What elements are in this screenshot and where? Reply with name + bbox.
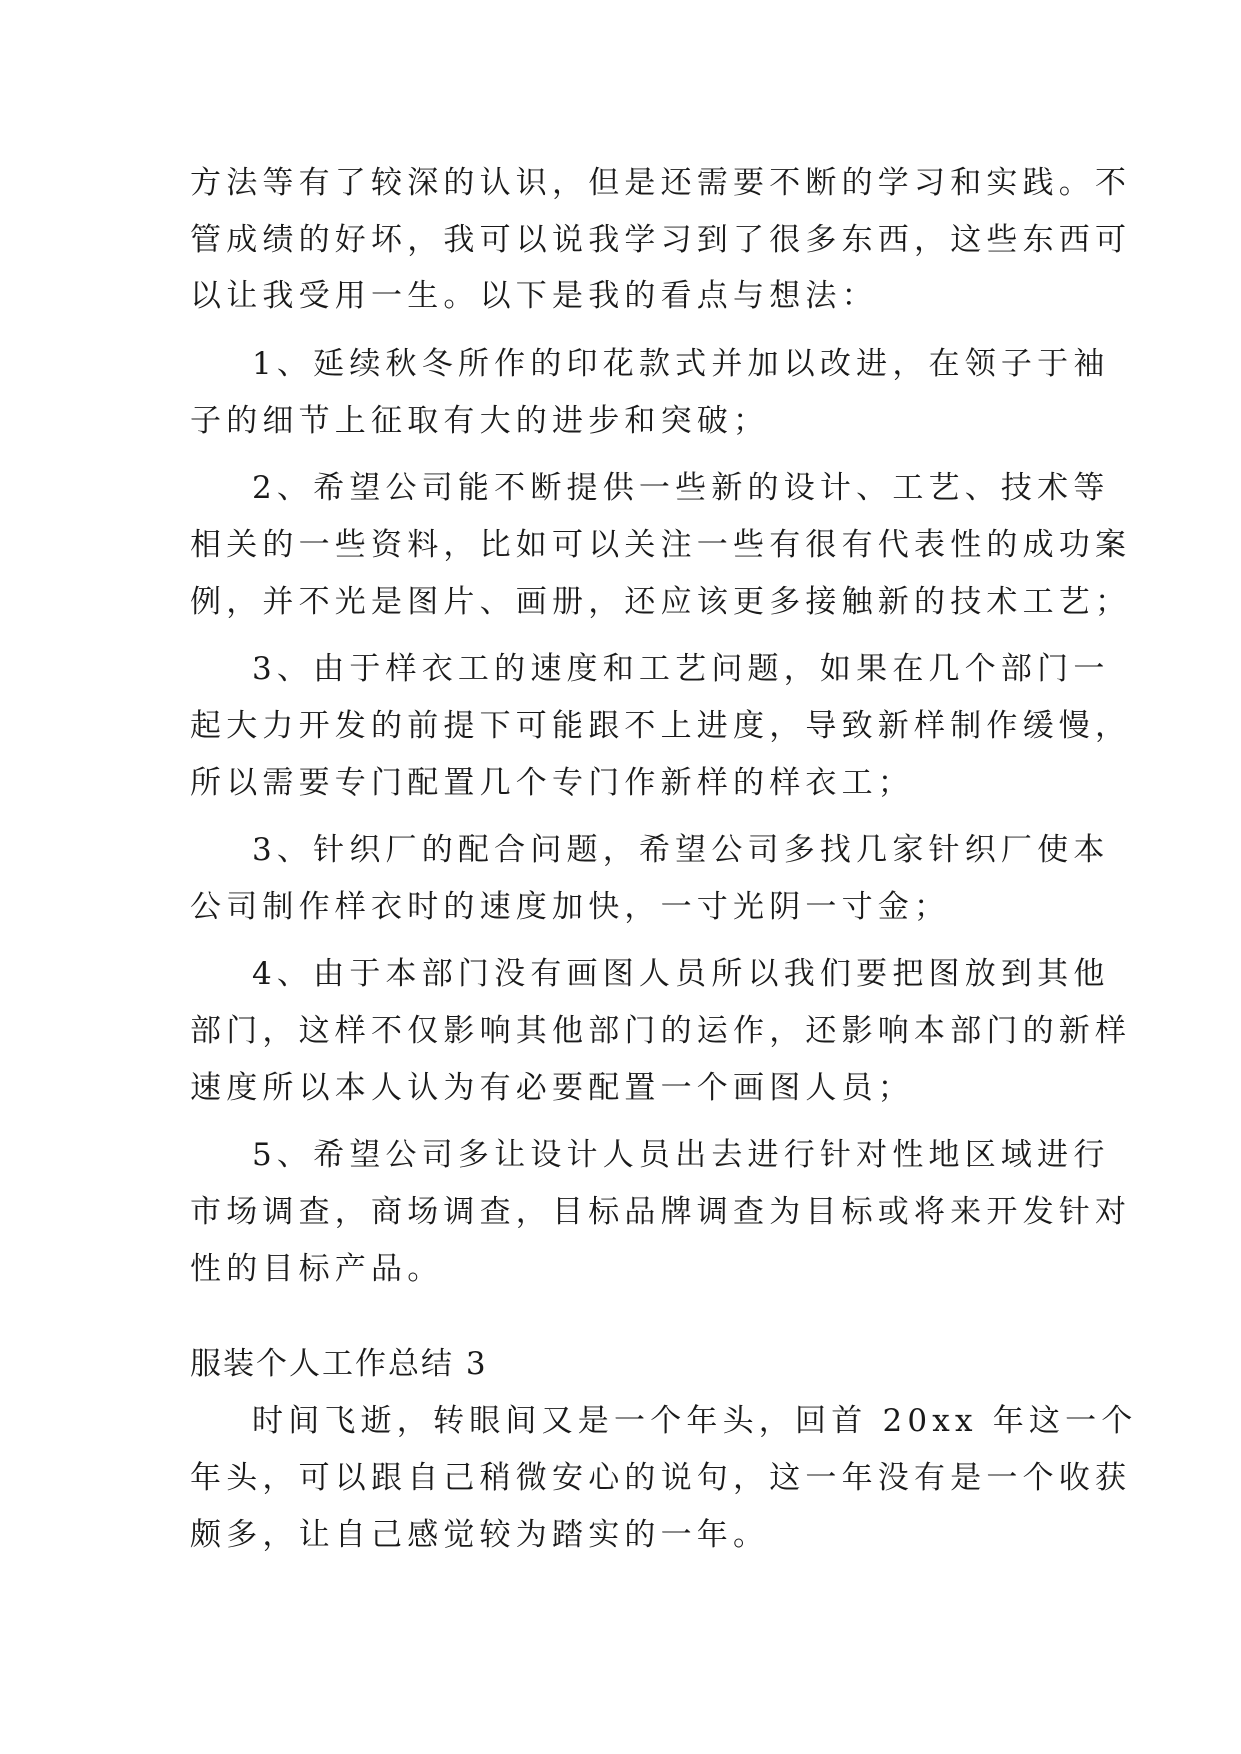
list-item-1-line: 1、延续秋冬所作的印花款式并加以改进，在领子于袖 xyxy=(252,346,1110,382)
list-item-2-line: 例，并不光是图片、画册，还应该更多接触新的技术工艺； xyxy=(190,584,1132,620)
section-paragraph-line: 年头，可以跟自己稍微安心的说句，这一年没有是一个收获 xyxy=(190,1460,1132,1496)
list-item-2-line: 2、希望公司能不断提供一些新的设计、工艺、技术等 xyxy=(252,470,1110,506)
text-line: 以让我受用一生。以下是我的看点与想法： xyxy=(190,278,878,314)
list-item-3b-line: 3、针织厂的配合问题，希望公司多找几家针织厂使本 xyxy=(252,832,1110,868)
list-item-2-line: 相关的一些资料，比如可以关注一些有很有代表性的成功案 xyxy=(190,527,1132,563)
text-line: 管成绩的好坏，我可以说我学习到了很多东西，这些东西可 xyxy=(190,222,1132,258)
text-line: 方法等有了较深的认识，但是还需要不断的学习和实践。不 xyxy=(190,165,1132,201)
section-paragraph-line: 颇多，让自己感觉较为踏实的一年。 xyxy=(190,1517,770,1553)
list-item-3-line: 起大力开发的前提下可能跟不上进度，导致新样制作缓慢， xyxy=(190,708,1132,744)
list-item-4-line: 4、由于本部门没有画图人员所以我们要把图放到其他 xyxy=(252,956,1110,992)
section-paragraph-line: 时间飞逝，转眼间又是一个年头，回首 20xx 年这一个 xyxy=(252,1403,1138,1439)
list-item-3b-line: 公司制作样衣时的速度加快，一寸光阴一寸金； xyxy=(190,889,951,925)
list-item-5-line: 5、希望公司多让设计人员出去进行针对性地区域进行 xyxy=(252,1137,1110,1173)
list-item-4-line: 部门，这样不仅影响其他部门的运作，还影响本部门的新样 xyxy=(190,1013,1132,1049)
list-item-1-line: 子的细节上征取有大的进步和突破； xyxy=(190,403,770,439)
list-item-3-line: 3、由于样衣工的速度和工艺问题，如果在几个部门一 xyxy=(252,651,1110,687)
list-item-3-line: 所以需要专门配置几个专门作新样的样衣工； xyxy=(190,765,914,801)
list-item-5-line: 性的目标产品。 xyxy=(190,1251,444,1287)
list-item-4-line: 速度所以本人认为有必要配置一个画图人员； xyxy=(190,1070,914,1106)
list-item-5-line: 市场调查，商场调查，目标品牌调查为目标或将来开发针对 xyxy=(190,1194,1132,1230)
section-heading: 服装个人工作总结 3 xyxy=(190,1346,488,1382)
